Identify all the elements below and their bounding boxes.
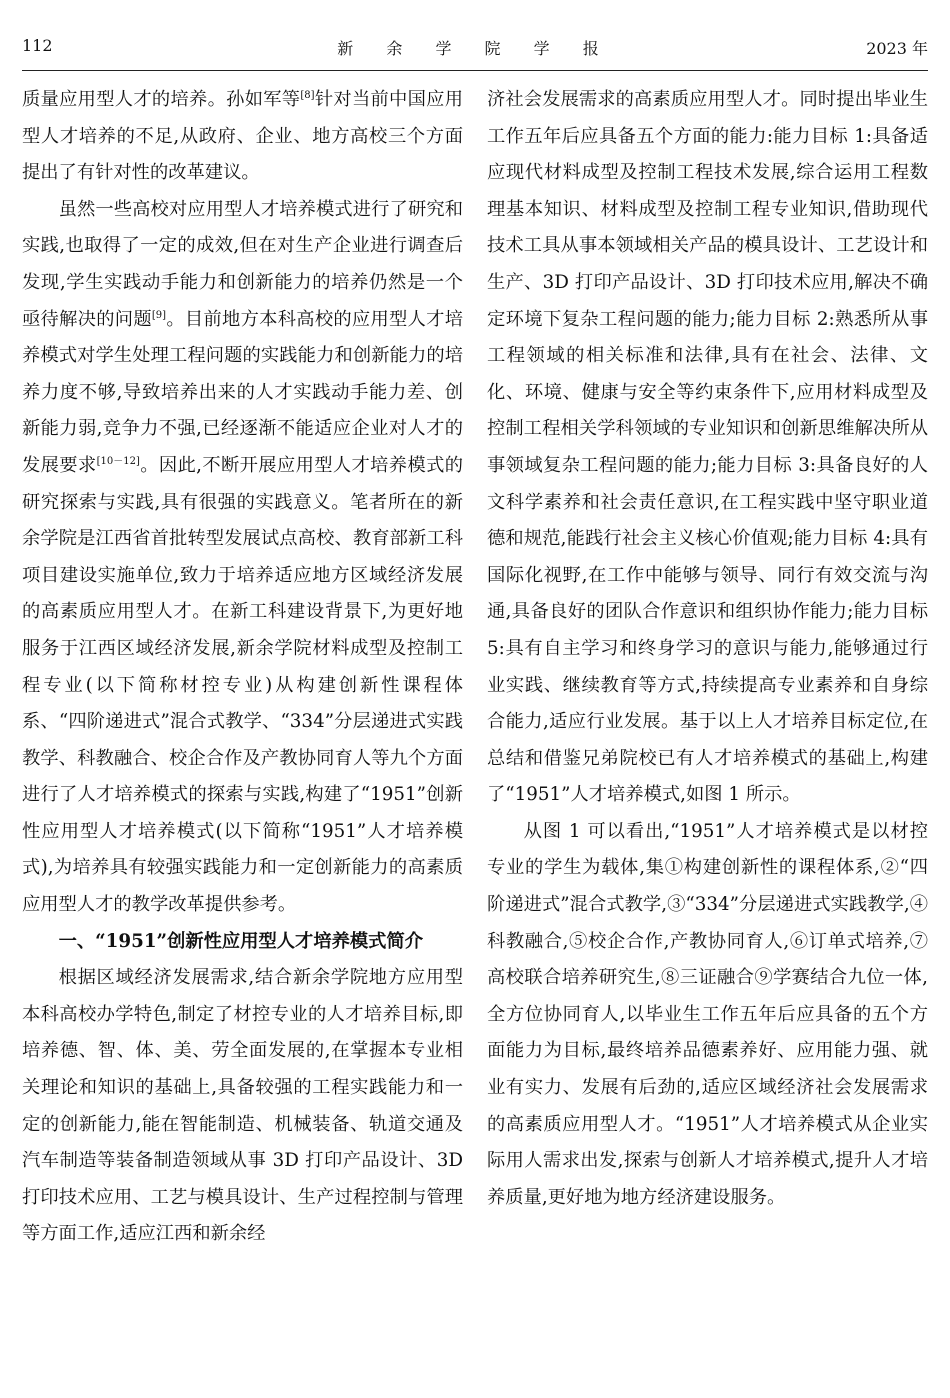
journal-title: 新 余 学 院 学 报: [337, 39, 613, 58]
paragraph-model-description: 从图 1 可以看出,“1951”人才培养模式是以材控专业的学生为载体,集①构建创新性的课程体系,②“四阶递进式”混合式教学,③“334”分层递进式实践教学,④科教融合,⑤校企合作,产教协同育人,⑥订单式培养,⑦高校联合培养研究生,⑧三证融合⑨学赛结合九位一体,全方位协同育人,以毕业生工作五年后应具备的五个方面能力为目标,最终培养品德素养好、应用能力强、就业有实力、发展有后劲的,适应区域经济社会发展需求的高素质应用型人才。“1951”人才培养模式从企业实际用人需求出发,探索与创新人才培养模式,提升人才培养质量,更好地为地方经济建设服务。: [487, 820, 928, 1208]
paragraph-text: 质量应用型人才的培养。孙如军等: [22, 89, 301, 110]
paragraph-text: 。目前地方本科高校的应用型人才培养模式对学生处理工程问题的实践能力和创新能力的培养力度不够,导致培养出来的人才实践动手能力差、创新能力弱,竞争力不强,已经逐渐不能适应企业对人才的发展要求: [22, 308, 464, 476]
publication-year: 2023 年: [866, 39, 928, 58]
left-column: [22, 82, 463, 1253]
paragraph-text: 。因此,不断开展应用型人才培养模式的研究探索与实践,具有很强的实践意义。笔者所在的新余学院是江西省首批转型发展试点高校、教育部新工科项目建设实施单位,致力于培养适应地方区域经济发展的高素质应用型人才。在新工科建设背景下,为更好地服务于江西区域经济发展,新余学院材料成型及控制工程专业(以下简称材控专业)从构建创新性课程体系、“四阶递进式”混合式教学、“334”分层递进式实践教学、科教融合、校企合作及产教协同育人等九个方面进行了人才培养模式的探索与实践,构建了“1951”创新性应用型人才培养模式(以下简称“1951”人才培养模式),为培养具有较强实践能力和一定创新能力的高素质应用型人才的教学改革提供参考。: [22, 454, 464, 916]
paragraph-ability-goals: 济社会发展需求的高素质应用型人才。同时提出毕业生工作五年后应具备五个方面的能力:能力目标 1:具备适应现代材料成型及控制工程技术发展,综合运用工程数理基本知识、材料成型及控制工程专业知识,借助现代技术工具从事本领域相关产品的模具设计、工艺设计和生产、3D 打印产品设计、3D 打印技术应用,解决不确定环境下复杂工程问题的能力;能力目标 2:熟悉所从事工程领域的相关标准和法律,具有在社会、法律、文化、环境、健康与安全等约束条件下,应用材料成型及控制工程相关学科领域的专业知识和创新思维解决所从事领域复杂工程问题的能力;能力目标 3:具备良好的人文科学素养和社会责任意识,在工程实践中坚守职业道德和规范,能践行社会主义核心价值观;能力目标 4:具有国际化视野,在工作中能够与领导、同行有效交流与沟通,具备良好的团队合作意识和组织协作能力;能力目标 5:具有自主学习和终身学习的意识与能力,能够通过行业实践、继续教育等方式,持续提高专业素养和自身综合能力,适应行业发展。基于以上人才培养目标定位,在总结和借鉴兄弟院校已有人才培养模式的基础上,构建了“1951”人才培养模式,如图 1 所示。: [487, 89, 928, 806]
section-heading: 一、“1951”创新性应用型人才培养模式简介: [58, 930, 424, 952]
citation-ref: [9]: [151, 309, 167, 321]
citation-ref: [8]: [300, 90, 315, 101]
paragraph-text: 针对当前中国应用型人才培养的不足,从政府、企业、地方高校三个方面提出了有针对性的改革建议。: [22, 89, 464, 184]
paragraph-training-goal: 根据区域经济发展需求,结合新余学院地方应用型本科高校办学特色,制定了材控专业的人才培养目标,即培养德、智、体、美、劳全面发展的,在掌握本专业相关理论和知识的基础上,具备较强的工程实践能力和一定的创新能力,能在智能制造、机械装备、轨道交通及汽车制造等装备制造领域从事 3D 打印产品设计、3D 打印技术应用、工艺与模具设计、生产过程控制与管理等方面工作,适应江西和新余经: [22, 967, 463, 1245]
paragraph-background: [22, 192, 463, 924]
paragraph-text: 虽然一些高校对应用型人才培养模式进行了研究和实践,也取得了一定的成效,但在对生产企业进行调查后发现,学生实践动手能力和创新能力的培养仍然是一个亟待解决的问题: [22, 198, 463, 330]
page-number: 112: [22, 36, 53, 55]
right-column: [487, 82, 928, 1216]
running-header: [22, 34, 928, 71]
paragraph-continuation: [22, 82, 463, 192]
citation-ref: [10－12]: [96, 455, 140, 467]
